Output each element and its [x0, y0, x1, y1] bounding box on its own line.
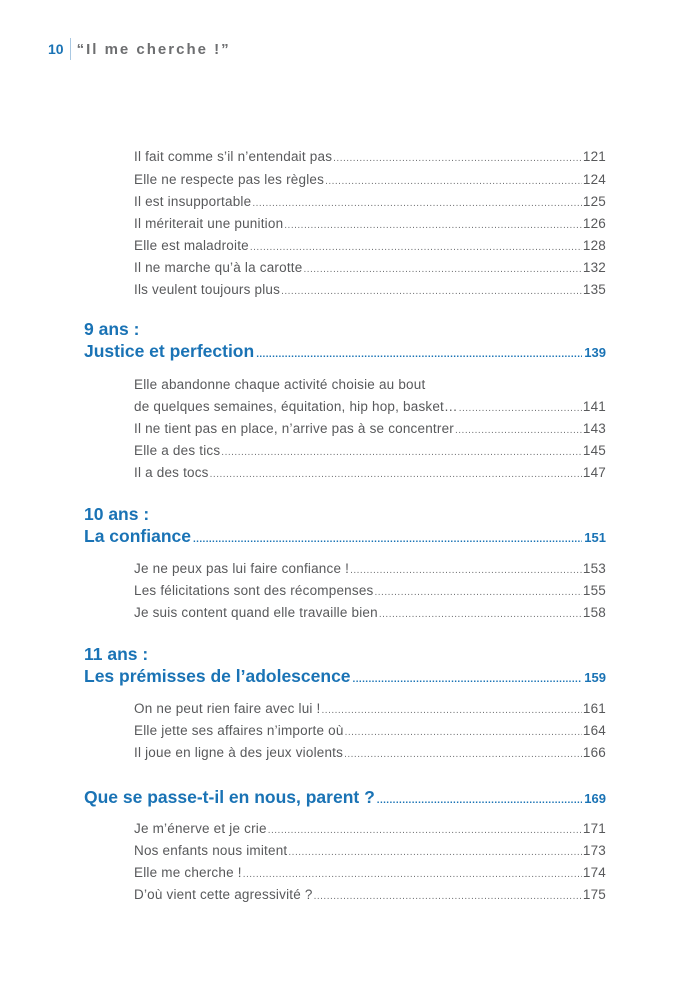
toc-entry-title: Il ne tient pas en place, n’arrive pas à se concentrer	[134, 421, 454, 436]
toc-entry-page: 124	[582, 172, 606, 187]
chapter-heading[interactable]	[84, 785, 606, 809]
toc-entry-title: Il joue en ligne à des jeux violents	[134, 745, 344, 760]
toc-entry-page: 135	[582, 282, 606, 297]
toc-entry[interactable]	[134, 841, 606, 861]
toc-entry-title: Il est insupportable	[134, 194, 252, 209]
toc-entry-page: 166	[582, 745, 606, 760]
toc-entry-title: Elle a des tics	[134, 443, 221, 458]
leader-dots	[379, 605, 582, 625]
toc-entry-page: 153	[582, 561, 606, 576]
toc-entry[interactable]	[134, 819, 606, 839]
leader-dots	[325, 172, 582, 192]
leader-dots	[284, 216, 582, 236]
toc-entry-page: 147	[582, 465, 606, 480]
chapter-heading[interactable]	[84, 524, 606, 548]
toc-entry[interactable]	[134, 214, 606, 234]
toc-entry[interactable]	[134, 236, 606, 256]
leader-dots	[459, 399, 582, 419]
toc-entry[interactable]	[134, 170, 606, 190]
leader-dots	[353, 668, 583, 692]
toc-entry-title: D’où vient cette agressivité ?	[134, 887, 313, 902]
toc-entry[interactable]	[134, 147, 606, 167]
leader-dots	[303, 260, 581, 280]
toc-entry-page: 158	[582, 605, 606, 620]
leader-dots	[210, 465, 582, 485]
toc-entry[interactable]	[134, 397, 606, 417]
toc-entry[interactable]	[134, 419, 606, 439]
toc-entry-title: Je m’énerve et je crie	[134, 821, 267, 836]
chapter-title: Que se passe-t-il en nous, parent ?	[84, 787, 375, 807]
toc-entry-title: Elle jette ses affaires n’importe où	[134, 723, 344, 738]
toc-entry[interactable]	[134, 192, 606, 212]
leader-dots	[281, 282, 582, 302]
leader-dots	[322, 701, 582, 721]
toc-entry-page: 128	[582, 238, 606, 253]
toc-entry[interactable]	[134, 863, 606, 883]
toc-entry-title: Je suis content quand elle travaille bien	[134, 605, 378, 620]
leader-dots	[243, 865, 582, 885]
chapter-title: Justice et perfection	[84, 341, 255, 361]
chapter-page: 169	[584, 791, 606, 806]
leader-dots	[268, 821, 582, 841]
toc-entry-title: Les félicitations sont des récompenses	[134, 583, 374, 598]
toc-entry[interactable]	[134, 280, 606, 300]
toc-entry-title: Il a des tocs	[134, 465, 209, 480]
leader-dots	[193, 528, 582, 552]
toc-entry[interactable]	[134, 463, 606, 483]
leader-dots	[250, 238, 582, 258]
chapter-age-label: 10 ans :	[84, 504, 150, 524]
toc-entry-title: Il mériterait une punition	[134, 216, 284, 231]
leader-dots	[345, 723, 582, 743]
leader-dots	[374, 583, 581, 603]
leader-dots	[455, 421, 582, 441]
toc-entry[interactable]	[134, 721, 606, 741]
leader-dots	[314, 887, 582, 907]
toc-entry-page: 174	[582, 865, 606, 880]
chapter-age-label: 11 ans :	[84, 644, 149, 664]
toc-entry-page: 171	[582, 821, 606, 836]
running-head	[48, 38, 231, 60]
toc-entry-page: 126	[582, 216, 606, 231]
chapter-age-label: 9 ans :	[84, 319, 140, 339]
leader-dots	[252, 194, 582, 214]
toc-entry-page: 155	[582, 583, 606, 598]
toc-entry-title-line1: Elle abandonne chaque activité choisie au bout	[134, 377, 426, 392]
toc-entry-title: Nos enfants nous imitent	[134, 843, 288, 858]
chapter-page: 139	[584, 345, 606, 360]
toc-entry-title: Elle me cherche !	[134, 865, 242, 880]
toc-entry[interactable]	[134, 581, 606, 601]
toc-entry-title: Il ne marche qu’à la carotte	[134, 260, 303, 275]
leader-dots	[344, 745, 582, 765]
leader-dots	[350, 561, 582, 581]
running-head-title: “Il me cherche !”	[76, 40, 231, 58]
toc-entry-page: 132	[582, 260, 606, 275]
chapter-heading[interactable]	[84, 339, 606, 363]
toc-entry-title: de quelques semaines, équitation, hip hop, basket…	[134, 399, 458, 414]
toc-entry-page: 141	[582, 399, 606, 414]
chapter-title: Les prémisses de l’adolescence	[84, 666, 351, 686]
leader-dots	[377, 789, 583, 813]
chapter-page: 159	[584, 670, 606, 685]
toc-entry-title: Ils veulent toujours plus	[134, 282, 281, 297]
leader-dots	[256, 343, 582, 367]
leader-dots	[333, 149, 582, 169]
toc-entry[interactable]	[134, 603, 606, 623]
toc-entry[interactable]	[134, 559, 606, 579]
chapter-page: 151	[584, 530, 606, 545]
toc-entry[interactable]	[134, 258, 606, 278]
chapter-title: La confiance	[84, 526, 191, 546]
toc-entry[interactable]	[134, 441, 606, 461]
toc-entry-page: 143	[582, 421, 606, 436]
toc-entry-title: Il fait comme s’il n’entendait pas	[134, 149, 333, 164]
toc-entry[interactable]	[134, 743, 606, 763]
toc-entry-title: Je ne peux pas lui faire confiance !	[134, 561, 350, 576]
toc-entry-title: Elle est maladroite	[134, 238, 249, 253]
toc-entry-title: Elle ne respecte pas les règles	[134, 172, 325, 187]
toc-entry-page: 121	[582, 149, 606, 164]
toc-entry-page: 125	[582, 194, 606, 209]
page-number: 10	[48, 38, 71, 60]
toc-entry[interactable]	[134, 885, 606, 905]
leader-dots	[288, 843, 581, 863]
toc-entry-page: 164	[582, 723, 606, 738]
toc-entry[interactable]	[134, 699, 606, 719]
leader-dots	[221, 443, 582, 463]
chapter-heading[interactable]	[84, 664, 606, 688]
toc-entry-page: 173	[582, 843, 606, 858]
toc-entry-page: 145	[582, 443, 606, 458]
toc-entry-page: 161	[582, 701, 606, 716]
toc-entry-page: 175	[582, 887, 606, 902]
toc-entry-title: On ne peut rien faire avec lui !	[134, 701, 321, 716]
